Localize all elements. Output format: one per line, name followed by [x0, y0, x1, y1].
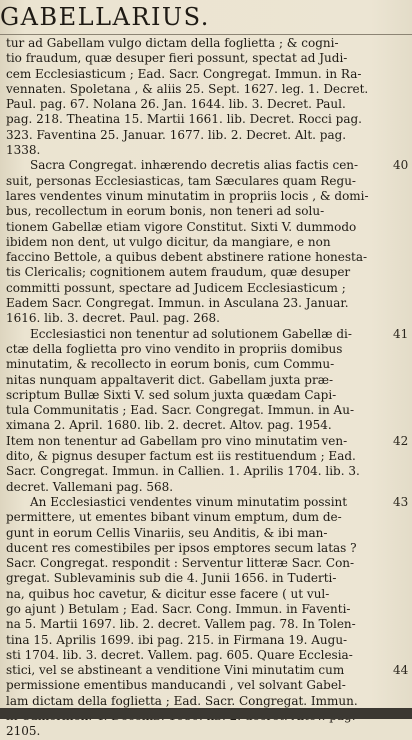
text-line: tula Communitatis ; Ead. Sacr. Congregat. Immun. in Au- [6, 403, 355, 418]
running-header: GABELLARIUS. [0, 3, 210, 31]
text-line: 2105. [6, 724, 41, 739]
text-line: tis Clericalis; cognitionem autem fraudum, quæ desuper [6, 265, 351, 280]
text-line: gunt in eorum Cellis Vinariis, seu Anditis, & ibi man- [6, 525, 328, 540]
text-line: na, quibus hoc cavetur, & dicitur esse facere ( ut vul- [6, 586, 330, 601]
text-line: go ajunt ) Betulam ; Ead. Sacr. Cong. Immun. in Faventi- [6, 601, 351, 616]
text-line: Ecclesiastici non tenentur ad solutionem Gabellæ di- [30, 326, 352, 341]
text-line: tionem Gabellæ etiam vigore Constitut. Sixti V. dummodo [6, 219, 357, 234]
text-line: sti 1704. lib. 3. decret. Vallem. pag. 605. Quare Ecclesia- [6, 647, 353, 662]
text-line: ximana 2. April. 1680. lib. 2. decret. Altov. pag. 1954. [6, 418, 332, 433]
text-line: bus, recollectum in eorum bonis, non teneri ad solu- [6, 204, 325, 219]
text-line: gregat. Sublevaminis sub die 4. Junii 1656. in Tuderti- [6, 571, 337, 586]
text-line: dito, & pignus desuper factum est iis restituendum ; Ead. [6, 449, 356, 464]
text-line: minutatim, & recollecto in eorum bonis, cum Commu- [6, 357, 335, 372]
text-line: 323. Faventina 25. Januar. 1677. lib. 2. Decret. Alt. pag. [6, 127, 347, 142]
text-line: tio fraudum, quæ desuper fieri possunt, spectat ad Judi- [6, 51, 348, 66]
text-line: suit, personas Ecclesiasticas, tam Sæculares quam Regu- [6, 173, 356, 188]
text-line: Sacr. Congregat. respondit : Serventur litteræ Sacr. Con- [6, 556, 355, 571]
text-line: scriptum Bullæ Sixti V. sed solum juxta quædam Capi- [6, 387, 337, 402]
text-line: committi possunt, spectare ad Judicem Ecclesiasticum ; [6, 280, 346, 295]
text-line: Item non tenentur ad Gabellam pro vino minutatim ven- [6, 433, 348, 448]
text-line: lares vendentes vinum minutatim in propriis locis , & domi- [6, 188, 369, 203]
text-line: lam dictam della foglietta ; Ead. Sacr. Congregat. Immun. [6, 693, 358, 708]
text-line: stici, vel se abstineant a venditione Vini minutatim cum [6, 663, 345, 678]
text-line: 1338. [6, 143, 41, 158]
text-line: Sacr. Congregat. Immun. in Callien. 1. Aprilis 1704. lib. 3. [6, 464, 360, 479]
header-rule [0, 34, 412, 35]
paragraph-number: 41 [393, 326, 409, 341]
text-line: 1616. lib. 3. decret. Paul. pag. 268. [6, 311, 220, 326]
text-line: An Ecclesiastici vendentes vinum minutatim possint [30, 494, 348, 509]
text-line: Paul. pag. 67. Nolana 26. Jan. 1644. lib. 3. Decret. Paul. [6, 97, 346, 112]
text-line: ibidem non dent, ut vulgo dicitur, da mangiare, e non [6, 234, 331, 249]
text-line: decret. Vallemani pag. 568. [6, 479, 174, 494]
text-line: pag. 218. Theatina 15. Martii 1661. lib. Decret. Rocci pag. [6, 112, 362, 127]
text-line: na 5. Martii 1697. lib. 2. decret. Vallem pag. 78. In Tolen- [6, 617, 356, 632]
paragraph-number: 43 [393, 495, 409, 509]
text-line: tur ad Gabellam vulgo dictam della foglietta ; & cogni- [6, 36, 339, 50]
text-line: permissione ementibus manducandi , vel solvant Gabel- [6, 678, 346, 693]
text-line: permittere, ut ementes bibant vinum emptum, dum de- [6, 510, 342, 525]
paragraph-number: 44 [393, 663, 409, 678]
text-line: nitas nunquam appaltaverit dict. Gabellam juxta præ- [6, 372, 334, 387]
text-line: vennaten. Spoletana , & aliis 25. Sept. 1627. leg. 1. Decret. [6, 81, 369, 96]
text-line: cem Ecclesiasticum ; Ead. Sacr. Congregat. Immun. in Ra- [6, 66, 362, 81]
text-line: ctæ della foglietta pro vino vendito in propriis domibus [6, 341, 343, 356]
paragraph-number: 42 [393, 433, 409, 448]
text-line: Eadem Sacr. Congregat. Immun. in Asculana 23. Januar. [6, 296, 349, 311]
text-line: ducent res comestibiles per ipsos emptores secum latas ? [6, 540, 357, 555]
body-text [6, 36, 390, 740]
next-page-edge [0, 708, 412, 719]
text-line: Sacra Congregat. inhærendo decretis alias factis cen- [30, 158, 359, 173]
text-line: tina 15. Aprilis 1699. ibi pag. 215. in Firmana 19. Augu- [6, 632, 348, 647]
text-line: faccino Bettole, a quibus debent abstinere ratione honesta- [6, 250, 368, 265]
paragraph-number: 40 [393, 158, 409, 173]
